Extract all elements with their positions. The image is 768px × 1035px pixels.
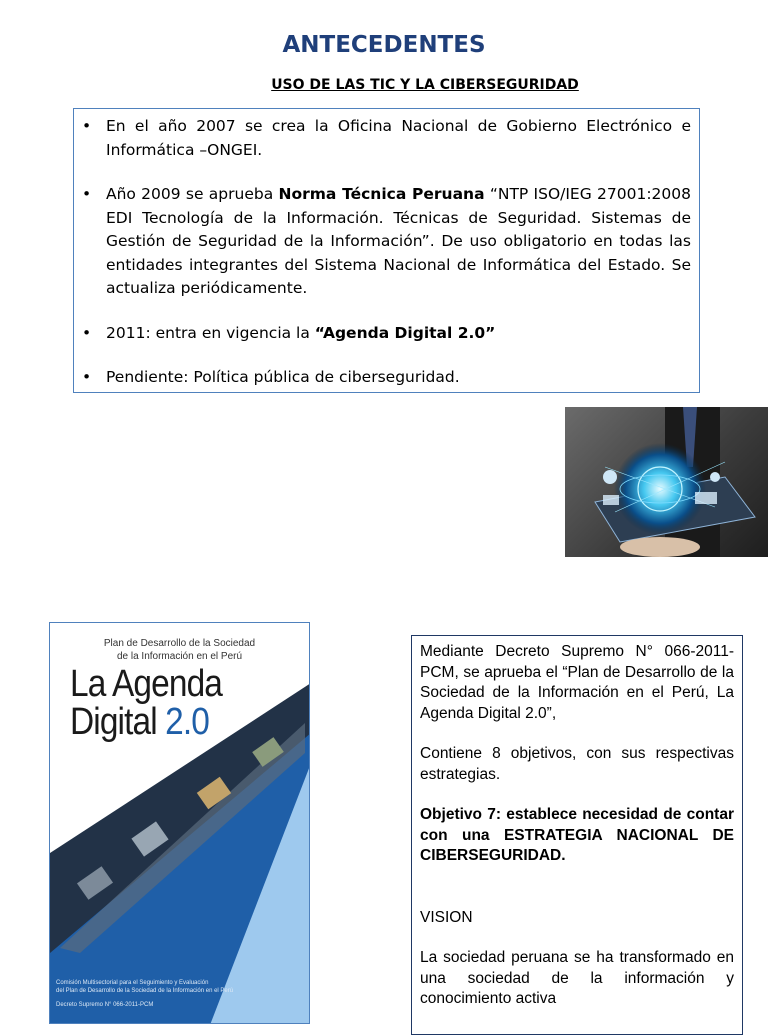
cover-title-digital: Digital [70, 701, 166, 743]
bullet-text-bold: Norma Técnica Peruana [278, 185, 485, 203]
bullet-item [82, 115, 691, 162]
objetivos-paragraph: Contiene 8 objetivos, con sus respectivas estrategias. [420, 745, 734, 783]
bullet-dot-icon: • [82, 185, 92, 203]
vision-heading: VISION [420, 908, 473, 926]
bullet-item [82, 183, 691, 301]
bullet-text-prefix: Año 2009 se aprueba [106, 185, 279, 203]
cover-credits-line: Comisión Multisectorial para el Seguimiento y Evaluación [56, 980, 209, 986]
vision-paragraph: La sociedad peruana se ha transformado en una sociedad de la información y conocimiento activa [420, 949, 734, 1007]
bullet-text [106, 322, 691, 346]
cover-top-line: Plan de Desarrollo de la Sociedad [103, 638, 256, 649]
bullet-item [82, 366, 691, 390]
decreto-paragraph: Mediante Decreto Supremo N° 066-2011-PCM, se aprueba el “Plan de Desarrollo de la Sociedad de la Información en el Perú, La Agenda Digital 2.0”, [420, 643, 734, 722]
bullet-text-suffix: “NTP ISO/IEG 27001:2008 EDI Tecnología de la Información. Técnicas de Seguridad. Sistemas de Gestión de Seguridad de la Información”. De uso obligatorio en todas las entidades integrantes del Sistema Nacional de Informática del Estado. Se actualiza periódicamente. [106, 185, 691, 297]
bullet-text-bold: “Agenda Digital 2.0” [314, 323, 496, 342]
bullet-item [82, 322, 691, 346]
technology-tablet-photo [565, 407, 768, 557]
cover-credits [56, 979, 286, 1009]
cover-top-line: de la Información en el Perú [116, 651, 243, 662]
page-subtitle: USO DE LAS TIC Y LA CIBERSEGURIDAD [271, 77, 579, 93]
bullet-dot-icon: • [82, 117, 92, 135]
bullet-dot-icon: • [82, 368, 92, 386]
tablet-globe-illustration [565, 407, 768, 557]
antecedentes-box [73, 108, 700, 393]
cover-title-line [70, 703, 222, 741]
cover-title [70, 665, 222, 741]
bullet-text [106, 183, 691, 301]
cover-credits-line: del Plan de Desarrollo de la Sociedad de la Información en el Perú [56, 988, 234, 994]
agenda-digital-cover [49, 622, 310, 1024]
decreto-text-box [411, 635, 743, 1035]
objetivo-7-paragraph: Objetivo 7: establece necesidad de contar con una ESTRATEGIA NACIONAL DE CIBERSEGURIDAD. [420, 806, 734, 864]
page-title: ANTECEDENTES [282, 32, 486, 58]
cover-title-version: 2.0 [165, 701, 210, 743]
cover-credits-line: Decreto Supremo N° 066-2011-PCM [56, 1002, 154, 1008]
bullet-text-prefix: 2011: entra en vigencia la [106, 323, 315, 342]
bullet-text: Pendiente: Política pública de ciberseguridad. [106, 368, 460, 386]
bullet-text: En el año 2007 se crea la Oficina Nacional de Gobierno Electrónico e Informática –ONGEI. [106, 117, 691, 159]
bullet-dot-icon: • [82, 323, 92, 342]
cover-title-line: La Agenda [70, 663, 223, 705]
